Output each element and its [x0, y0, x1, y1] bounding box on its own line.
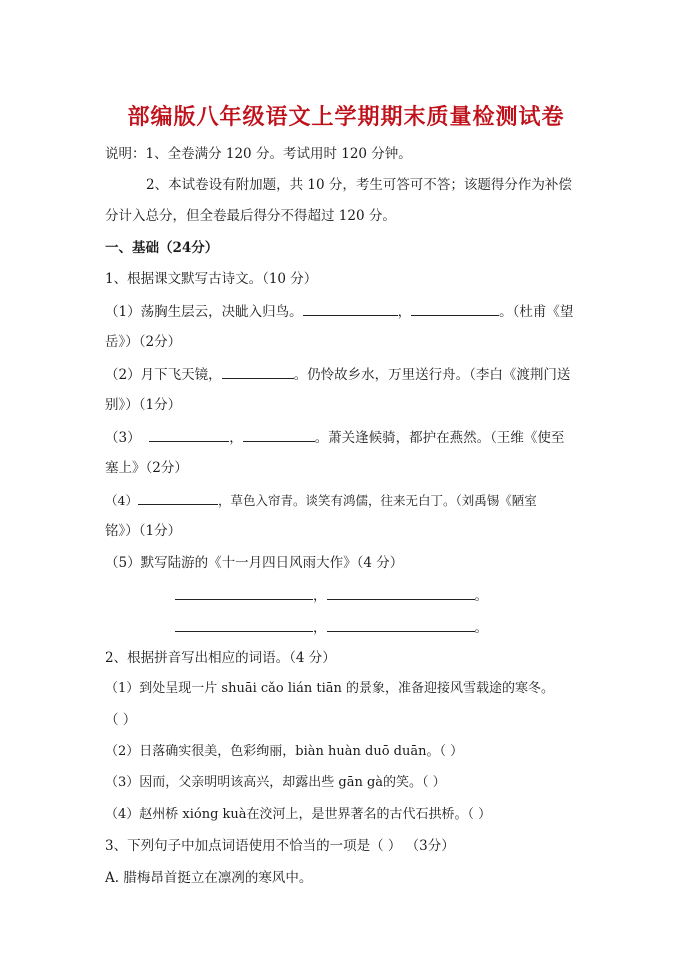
question-1-item-3 [105, 428, 564, 447]
question-1-item-5-blanks-row-2 [175, 618, 488, 637]
answer-blank[interactable] [327, 618, 475, 632]
item-text: 。萧关逢候骑，都护在燕然。（王维《使至 [314, 430, 565, 446]
answer-blank[interactable] [411, 302, 499, 316]
question-1-item-2 [105, 365, 570, 384]
question-3-option-a: A. 腊梅昂首挺立在凛冽的寒风中。 [105, 870, 313, 886]
note-line-1: 说明：1、全卷满分 120 分。考试用时 120 分钟。 [105, 146, 412, 162]
page-title: 部编版八年级语文上学期期末质量检测试卷 [127, 105, 565, 130]
answer-blank[interactable] [222, 365, 294, 379]
item-text: （2）月下飞天镜， [105, 367, 222, 383]
item-separator: ， [397, 304, 412, 320]
question-1-item-1 [105, 302, 573, 321]
question-1-item-1-cont: 岳》）（2分） [105, 334, 182, 350]
answer-blank[interactable] [303, 302, 398, 316]
item-text: 。（杜甫《望 [499, 304, 574, 320]
answer-blank[interactable] [327, 586, 475, 600]
item-text: ，草色入帘青。谈笑有鸿儒，往来无白丁。（刘禹锡《陋室 [217, 493, 537, 508]
item-period: 。 [474, 620, 488, 636]
item-period: 。 [474, 588, 488, 604]
question-1-stem: 1、根据课文默写古诗文。（10 分） [105, 271, 318, 287]
question-2-item-1: （1）到处呈现一片 shuāi cǎo lián tiān 的景象，准备迎接风雪载途的寒冬。 [105, 681, 555, 696]
question-1-item-5-blanks-row-1 [175, 586, 488, 605]
answer-blank[interactable] [138, 491, 218, 505]
question-3-stem: 3、下列句子中加点词语使用不恰当的一项是（ ） （3分） [105, 838, 455, 854]
question-1-item-3-cont: 塞上》（2分） [105, 460, 188, 476]
item-separator: ， [313, 620, 327, 636]
question-2-item-4: （4）赵州桥 xióng kuà在洨河上，是世界著名的古代石拱桥。（ ） [105, 807, 492, 822]
item-text: 。仍怜故乡水，万里送行舟。（李白《渡荆门送 [293, 367, 571, 383]
item-text: （1）荡胸生层云，决眦入归鸟。 [105, 304, 303, 320]
question-2-item-3: （3）因而，父亲明明该高兴，却露出些 gān gà的笑。（ ） [105, 775, 446, 790]
answer-blank[interactable] [149, 428, 229, 442]
item-text: （4） [105, 493, 138, 508]
item-separator: ， [313, 588, 327, 604]
question-1-item-4-cont: 铭》）（1分） [105, 523, 182, 539]
item-separator: ， [229, 430, 243, 446]
question-2-item-1-answer[interactable]: （ ） [105, 712, 137, 728]
answer-blank[interactable] [243, 428, 315, 442]
note-line-2: 2、本试卷设有附加题，共 10 分，考生可答可不答；该题得分作为补偿 [146, 177, 572, 193]
question-1-item-2-cont: 别》）（1分） [105, 397, 182, 413]
note-line-3: 分计入总分，但全卷最后得分不得超过 120 分。 [105, 208, 396, 224]
answer-blank[interactable] [175, 618, 313, 632]
section-heading-basics: 一、基础（24分） [105, 240, 219, 256]
item-text: （3） [105, 430, 141, 446]
question-1-item-4 [105, 491, 537, 510]
question-2-item-2: （2）日落确实很美，色彩绚丽，biàn huàn duō duān。（ ） [105, 744, 464, 759]
question-1-item-5: （5）默写陆游的《十一月四日风雨大作》（4 分） [105, 555, 404, 571]
question-2-stem: 2、根据拼音写出相应的词语。（4 分） [105, 650, 336, 666]
answer-blank[interactable] [175, 586, 313, 600]
